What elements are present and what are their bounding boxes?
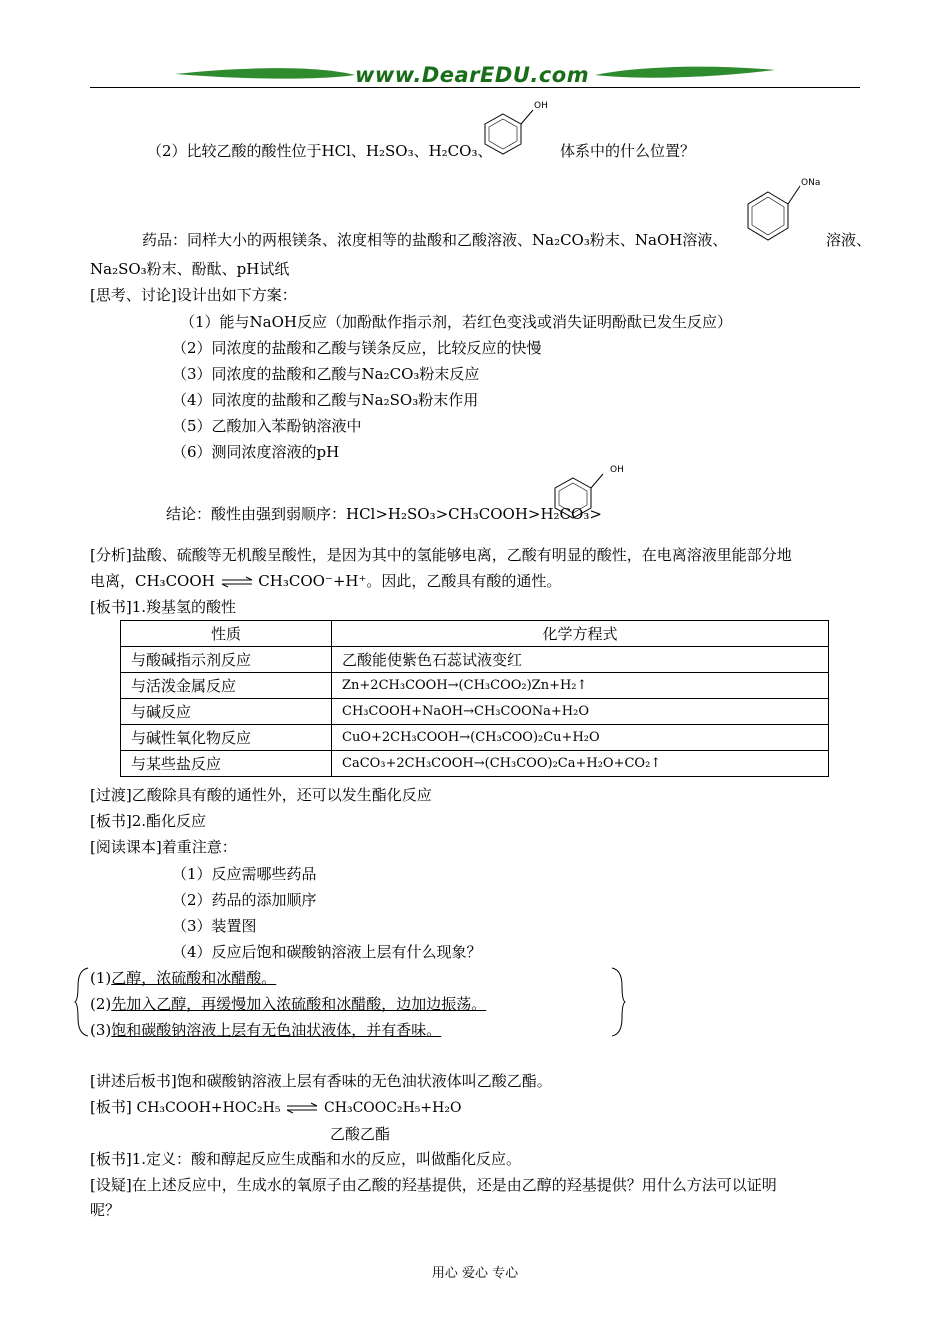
answer-text: 乙醇，浓硫酸和冰醋酸。	[111, 969, 277, 987]
analysis-line2-b: CH₃COO⁻+H⁺。因此，乙酸具有酸的通性。	[258, 572, 562, 590]
analysis-line1: [分析]盐酸、硫酸等无机酸呈酸性，是因为其中的氢能够电离，乙酸有明显的酸性，在电离溶液里能部分地	[90, 546, 792, 564]
lecture: [讲述后板书]饱和碳酸钠溶液上层有香味的无色油状液体叫乙酸乙酯。	[90, 1072, 552, 1090]
discussion-item: （1）能与NaOH反应（加酚酞作指示剂，若红色变浅或消失证明酚酞已发生反应）	[180, 313, 732, 331]
table-cell: 与酸碱指示剂反应	[121, 647, 332, 673]
reagents-text: 药品：同样大小的两根镁条、浓度相等的盐酸和乙酸溶液、Na₂CO₃粉末、NaOH溶液、	[142, 231, 728, 249]
analysis-line2-a: 电离，CH₃COOH	[90, 572, 215, 590]
sodium-phenolate-structure-icon	[730, 170, 830, 245]
equation-lhs: CH₃COOH+HOC₂H₅	[136, 1100, 281, 1116]
footer-text: 用心 爱心 专心	[431, 1266, 519, 1281]
acid-properties-table	[120, 620, 829, 777]
reading-item: （2）药品的添加顺序	[172, 891, 317, 909]
table-row	[121, 751, 829, 777]
reagents-tail: 溶液、	[826, 231, 872, 249]
discussion-item: （2）同浓度的盐酸和乙酸与镁条反应，比较反应的快慢	[172, 339, 542, 357]
phenolate-ona-label: ONa	[801, 178, 821, 188]
answer-text: 先加入乙醇，再缓慢加入浓硫酸和冰醋酸，边加边振荡。	[111, 995, 487, 1013]
answer-num: (2)	[90, 995, 112, 1013]
header-logo-text: www.DearEDU.com	[355, 63, 590, 87]
phenol-structure-icon	[548, 460, 628, 520]
table-header: 化学方程式	[332, 621, 829, 647]
answer-text: 饱和碳酸钠溶液上层有无色油状液体，并有香味。	[111, 1021, 442, 1039]
q2-text: （2）比较乙酸的酸性位于HCl、H₂SO₃、H₂CO₃、	[147, 142, 493, 160]
table-cell: 乙酸能使紫色石蕊试液变红	[332, 647, 829, 673]
equation-product-name: 乙酸乙酯	[330, 1125, 391, 1143]
phenol-oh-label: OH	[534, 101, 548, 111]
phenol-oh-label: OH	[610, 465, 624, 475]
table-cell: CaCO₃+2CH₃COOH→(CH₃COO)₂Ca+H₂O+CO₂↑	[332, 751, 829, 777]
question-line2: 呢？	[90, 1201, 121, 1219]
table-header-row	[121, 621, 829, 647]
reading-item: （4）反应后饱和碳酸钠溶液上层有什么现象？	[172, 943, 482, 961]
discussion-heading: [思考、讨论]设计出如下方案：	[90, 286, 297, 304]
reading-item: （3）装置图	[172, 917, 257, 935]
right-brace-icon	[608, 966, 626, 1038]
table-header: 性质	[121, 621, 332, 647]
equation	[90, 1097, 461, 1118]
phenol-structure-icon	[478, 96, 558, 156]
q2-tail: 体系中的什么位置？	[560, 142, 696, 160]
table-row	[121, 673, 829, 699]
conclusion-text: 结论：酸性由强到弱顺序：HCl>H₂SO₃>CH₃COOH>H₂CO₃>	[166, 505, 602, 523]
answer-num: (1)	[90, 969, 112, 987]
answer-item	[90, 1019, 441, 1040]
answer-num: (3)	[90, 1021, 112, 1039]
table-cell: CH₃COOH+NaOH→CH₃COONa+H₂O	[332, 699, 829, 725]
table-cell: Zn+2CH₃COOH→(CH₃COO₂)Zn+H₂↑	[332, 673, 829, 699]
table-cell: 与碱性氧化物反应	[121, 725, 332, 751]
equilibrium-arrow-icon	[285, 1102, 319, 1114]
table-row	[121, 725, 829, 751]
equilibrium-arrow-icon	[220, 576, 254, 588]
table-cell: 与某些盐反应	[121, 751, 332, 777]
definition: [板书]1.定义：酸和醇起反应生成酯和水的反应，叫做酯化反应。	[90, 1150, 522, 1168]
answer-item	[90, 967, 276, 988]
equation-rhs: CH₃COOC₂H₅+H₂O	[324, 1100, 462, 1116]
discussion-item: （3）同浓度的盐酸和乙酸与Na₂CO₃粉末反应	[172, 365, 480, 383]
reagents-line2: Na₂SO₃粉末、酚酞、pH试纸	[90, 260, 290, 278]
question-line1: [设疑]在上述反应中，生成水的氧原子由乙酸的羟基提供，还是由乙醇的羟基提供？用什么方法可以证明	[90, 1176, 777, 1194]
table-row	[121, 699, 829, 725]
board2: [板书]2.酯化反应	[90, 812, 207, 830]
discussion-item: （5）乙酸加入苯酚钠溶液中	[172, 417, 362, 435]
header-rule	[90, 87, 860, 88]
reading-heading: [阅读课本]着重注意：	[90, 838, 237, 856]
table-cell: CuO+2CH₃COOH→(CH₃COO)₂Cu+H₂O	[332, 725, 829, 751]
table-cell: 与碱反应	[121, 699, 332, 725]
discussion-item: （6）测同浓度溶液的pH	[172, 443, 340, 461]
transition: [过渡]乙酸除具有酸的通性外，还可以发生酯化反应	[90, 786, 432, 804]
discussion-item: （4）同浓度的盐酸和乙酸与Na₂SO₃粉末作用	[172, 391, 479, 409]
board1: [板书]1.羧基氢的酸性	[90, 598, 237, 616]
table-row	[121, 647, 829, 673]
analysis-line2	[90, 571, 561, 591]
reading-item: （1）反应需哪些药品	[172, 865, 317, 883]
equation-label: [板书]	[90, 1098, 132, 1116]
table-cell: 与活泼金属反应	[121, 673, 332, 699]
answer-item	[90, 993, 486, 1014]
